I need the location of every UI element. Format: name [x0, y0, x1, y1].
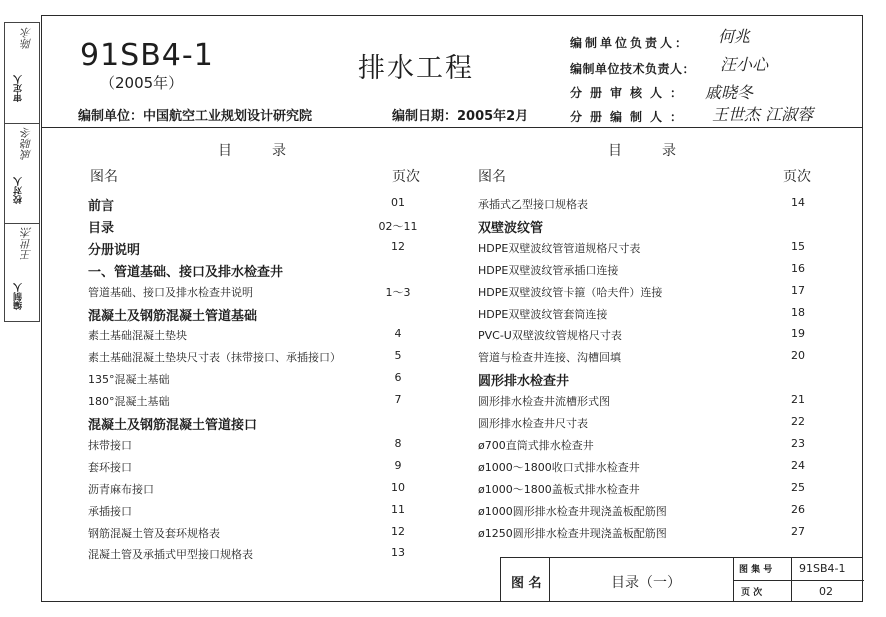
- toc-item-page: 11: [391, 502, 405, 516]
- page-value: 02: [819, 585, 833, 598]
- toc-item-name: 目录: [88, 220, 115, 236]
- toc-item-page: 17: [791, 283, 805, 297]
- toc-item-page: 24: [791, 458, 805, 472]
- standard-year: （2005年）: [100, 74, 184, 92]
- toc-item-name: ø1250圆形排水检查井现浇盖板配筋图: [478, 526, 667, 540]
- toc-item-page: 5: [394, 349, 402, 363]
- toc-left-name-header: 图名: [90, 169, 118, 185]
- toc-item-page: 12: [391, 239, 405, 253]
- toc-item-name: 135°混凝土基础: [88, 373, 170, 387]
- toc-item-name: HDPE双壁波纹管管道规格尺寸表: [478, 241, 641, 255]
- toc-item-page: 25: [791, 480, 805, 494]
- resp-label-tech-head: 编制单位技术负责人：: [570, 62, 696, 76]
- resp-sign-unit-head: 何兆: [718, 27, 751, 46]
- toc-item-name: 混凝土及钢筋混凝土管道基础: [88, 308, 258, 324]
- resp-label-unit-head: 编制单位负责人：: [570, 36, 691, 50]
- author-signature: 王世杰: [20, 227, 33, 260]
- atlas-label: 图 集 号: [739, 565, 773, 575]
- toc-item-page: 16: [791, 261, 805, 275]
- organization: 编制单位：中国航空工业规划设计研究院: [78, 109, 313, 124]
- title-block-name-value: 目录（一）: [611, 575, 681, 591]
- toc-item-name: 承插式乙型接口规格表: [478, 198, 588, 211]
- approval-row-checker: [5, 123, 39, 224]
- toc-item-page: 20: [791, 349, 805, 363]
- toc-item-name: ø1000圆形排水检查井现浇盖板配筋图: [478, 504, 667, 518]
- resp-sign-tech-head: 汪小心: [720, 55, 769, 74]
- resp-sign-reviewer: 戚晓冬: [705, 83, 754, 102]
- toc-item-name: 钢筋混凝土管及套环规格表: [88, 526, 220, 540]
- title-block-name-label: 图 名: [511, 576, 542, 591]
- resp-label-reviewer: 分册审核人：: [570, 86, 691, 100]
- toc-item-page: 21: [791, 393, 805, 407]
- checker-label: 校对人: [14, 177, 24, 204]
- toc-left-page-header: 页次: [392, 169, 420, 185]
- toc-item-name: 双壁波纹管: [478, 220, 544, 236]
- toc-item-name: 混凝土及钢筋混凝土管道接口: [88, 418, 258, 433]
- toc-item-name: 圆形排水检查井尺寸表: [478, 417, 588, 430]
- toc-item-name: 混凝土管及承插式甲型接口规格表: [88, 548, 253, 562]
- toc-item-name: 圆形排水检查井: [478, 374, 570, 390]
- toc-item-page: 6: [394, 371, 402, 385]
- toc-item-page: 26: [791, 502, 805, 516]
- toc-item-page: 27: [791, 524, 805, 538]
- toc-right-page-header: 页次: [783, 169, 811, 185]
- toc-item-name: 套环接口: [88, 460, 132, 474]
- approver-label: 审定人: [14, 75, 24, 102]
- toc-item-name: ø700直筒式排水检查井: [478, 438, 594, 452]
- header-divider: [42, 127, 862, 128]
- toc-item-page: 19: [791, 327, 805, 341]
- title-block: [500, 557, 863, 602]
- toc-item-name: HDPE双壁波纹管卡箍（哈夫件）连接: [478, 285, 663, 299]
- approver-signature: 陈永: [20, 27, 33, 49]
- toc-item-page: 7: [394, 393, 402, 407]
- toc-item-page: 15: [791, 239, 805, 253]
- toc-item-name: 分册说明: [88, 242, 141, 258]
- toc-item-page: 8: [394, 436, 402, 450]
- toc-item-name: 一、管道基础、接口及排水检查井: [88, 264, 284, 280]
- toc-item-name: 前言: [88, 199, 115, 214]
- resp-label-author: 分册编制人：: [570, 110, 691, 124]
- author-label: 编制人: [14, 283, 24, 310]
- standard-code: 91SB4-1: [80, 38, 214, 73]
- toc-item-page: 12: [391, 524, 405, 538]
- toc-item-page: 1～3: [385, 285, 411, 299]
- toc-item-name: 圆形排水检查井流槽形式图: [478, 395, 610, 409]
- toc-item-name: 抹带接口: [88, 438, 132, 452]
- toc-item-page: 10: [391, 480, 405, 494]
- toc-item-name: 素土基础混凝土垫块: [88, 329, 187, 343]
- toc-item-name: 管道与检查井连接、沟槽回填: [478, 351, 621, 365]
- page-label: 页 次: [741, 588, 763, 598]
- approval-row-author: [5, 223, 39, 321]
- toc-item-name: 180°混凝土基础: [88, 395, 170, 409]
- toc-item-name: 承插接口: [88, 504, 132, 518]
- toc-item-name: PVC-U双壁波纹管规格尺寸表: [478, 329, 622, 343]
- toc-item-page: 01: [391, 196, 405, 209]
- toc-item-page: 4: [394, 327, 402, 341]
- atlas-value: 91SB4-1: [799, 562, 846, 575]
- toc-item-name: 素土基础混凝土垫块尺寸表（抹带接口、承插接口）: [88, 351, 341, 365]
- toc-item-name: ø1000～1800盖板式排水检查井: [478, 482, 640, 496]
- checker-signature: 戚晓冬: [20, 127, 33, 160]
- toc-item-name: 管道基础、接口及排水检查井说明: [88, 285, 253, 299]
- toc-item-page: 02～11: [378, 219, 418, 233]
- toc-item-page: 18: [791, 305, 805, 319]
- toc-item-name: HDPE双壁波纹管套筒连接: [478, 307, 608, 321]
- resp-sign-author: 王世杰 江淑蓉: [712, 105, 814, 124]
- document-title: 排水工程: [358, 53, 474, 84]
- toc-item-page: 9: [394, 458, 402, 472]
- toc-item-name: ø1000～1800收口式排水检查井: [478, 460, 640, 474]
- compile-date: 编制日期：2005年2月: [392, 109, 529, 124]
- toc-right-name-header: 图名: [478, 169, 506, 185]
- toc-item-page: 23: [791, 436, 805, 450]
- toc-item-page: 14: [791, 196, 805, 209]
- approval-row-approver: [5, 23, 39, 124]
- toc-item-name: 沥青麻布接口: [88, 482, 154, 496]
- toc-left-title: 目录: [218, 143, 326, 159]
- approval-strip: [4, 22, 40, 322]
- toc-item-page: 22: [791, 415, 805, 428]
- toc-item-page: 13: [391, 546, 405, 560]
- toc-right-title: 目录: [608, 143, 716, 159]
- toc-item-name: HDPE双壁波纹管承插口连接: [478, 263, 619, 277]
